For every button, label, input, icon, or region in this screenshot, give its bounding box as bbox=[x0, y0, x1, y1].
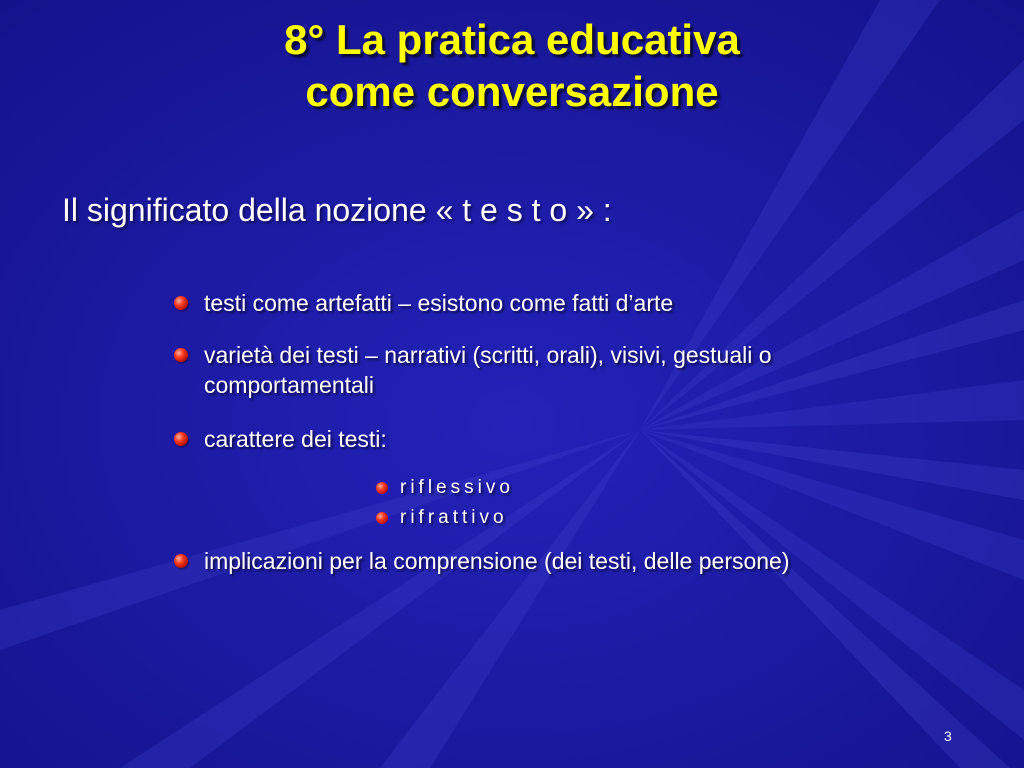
bullet-icon bbox=[174, 554, 188, 568]
sub-bullet-text: rifrattivo bbox=[400, 507, 508, 528]
bullet-item bbox=[174, 424, 874, 454]
bullet-item bbox=[174, 340, 934, 400]
sub-bullet-icon bbox=[376, 482, 388, 494]
sub-bullet-icon bbox=[376, 512, 388, 524]
sub-bullet-text: riflessivo bbox=[400, 477, 514, 498]
title-line-2: come conversazione bbox=[305, 68, 719, 115]
bullet-icon bbox=[174, 296, 188, 310]
bullet-item bbox=[174, 546, 974, 576]
bullet-icon bbox=[174, 432, 188, 446]
bullet-text: varietà dei testi – narrativi (scritti, orali), visivi, gestuali o comportamentali bbox=[204, 342, 772, 398]
sub-bullet-item bbox=[376, 506, 508, 530]
bullet-item bbox=[174, 288, 874, 318]
bullet-text: carattere dei testi: bbox=[204, 426, 387, 452]
bullet-icon bbox=[174, 348, 188, 362]
slide-title bbox=[0, 14, 1024, 118]
page-number: 3 bbox=[944, 728, 952, 744]
slide-subtitle: Il significato della nozione « t e s t o » : bbox=[62, 192, 612, 228]
bullet-text: testi come artefatti – esistono come fatti d’arte bbox=[204, 290, 674, 316]
title-line-1: 8° La pratica educativa bbox=[284, 16, 740, 63]
sub-bullet-item bbox=[376, 476, 514, 500]
bullet-text: implicazioni per la comprensione (dei testi, delle persone) bbox=[204, 548, 790, 574]
